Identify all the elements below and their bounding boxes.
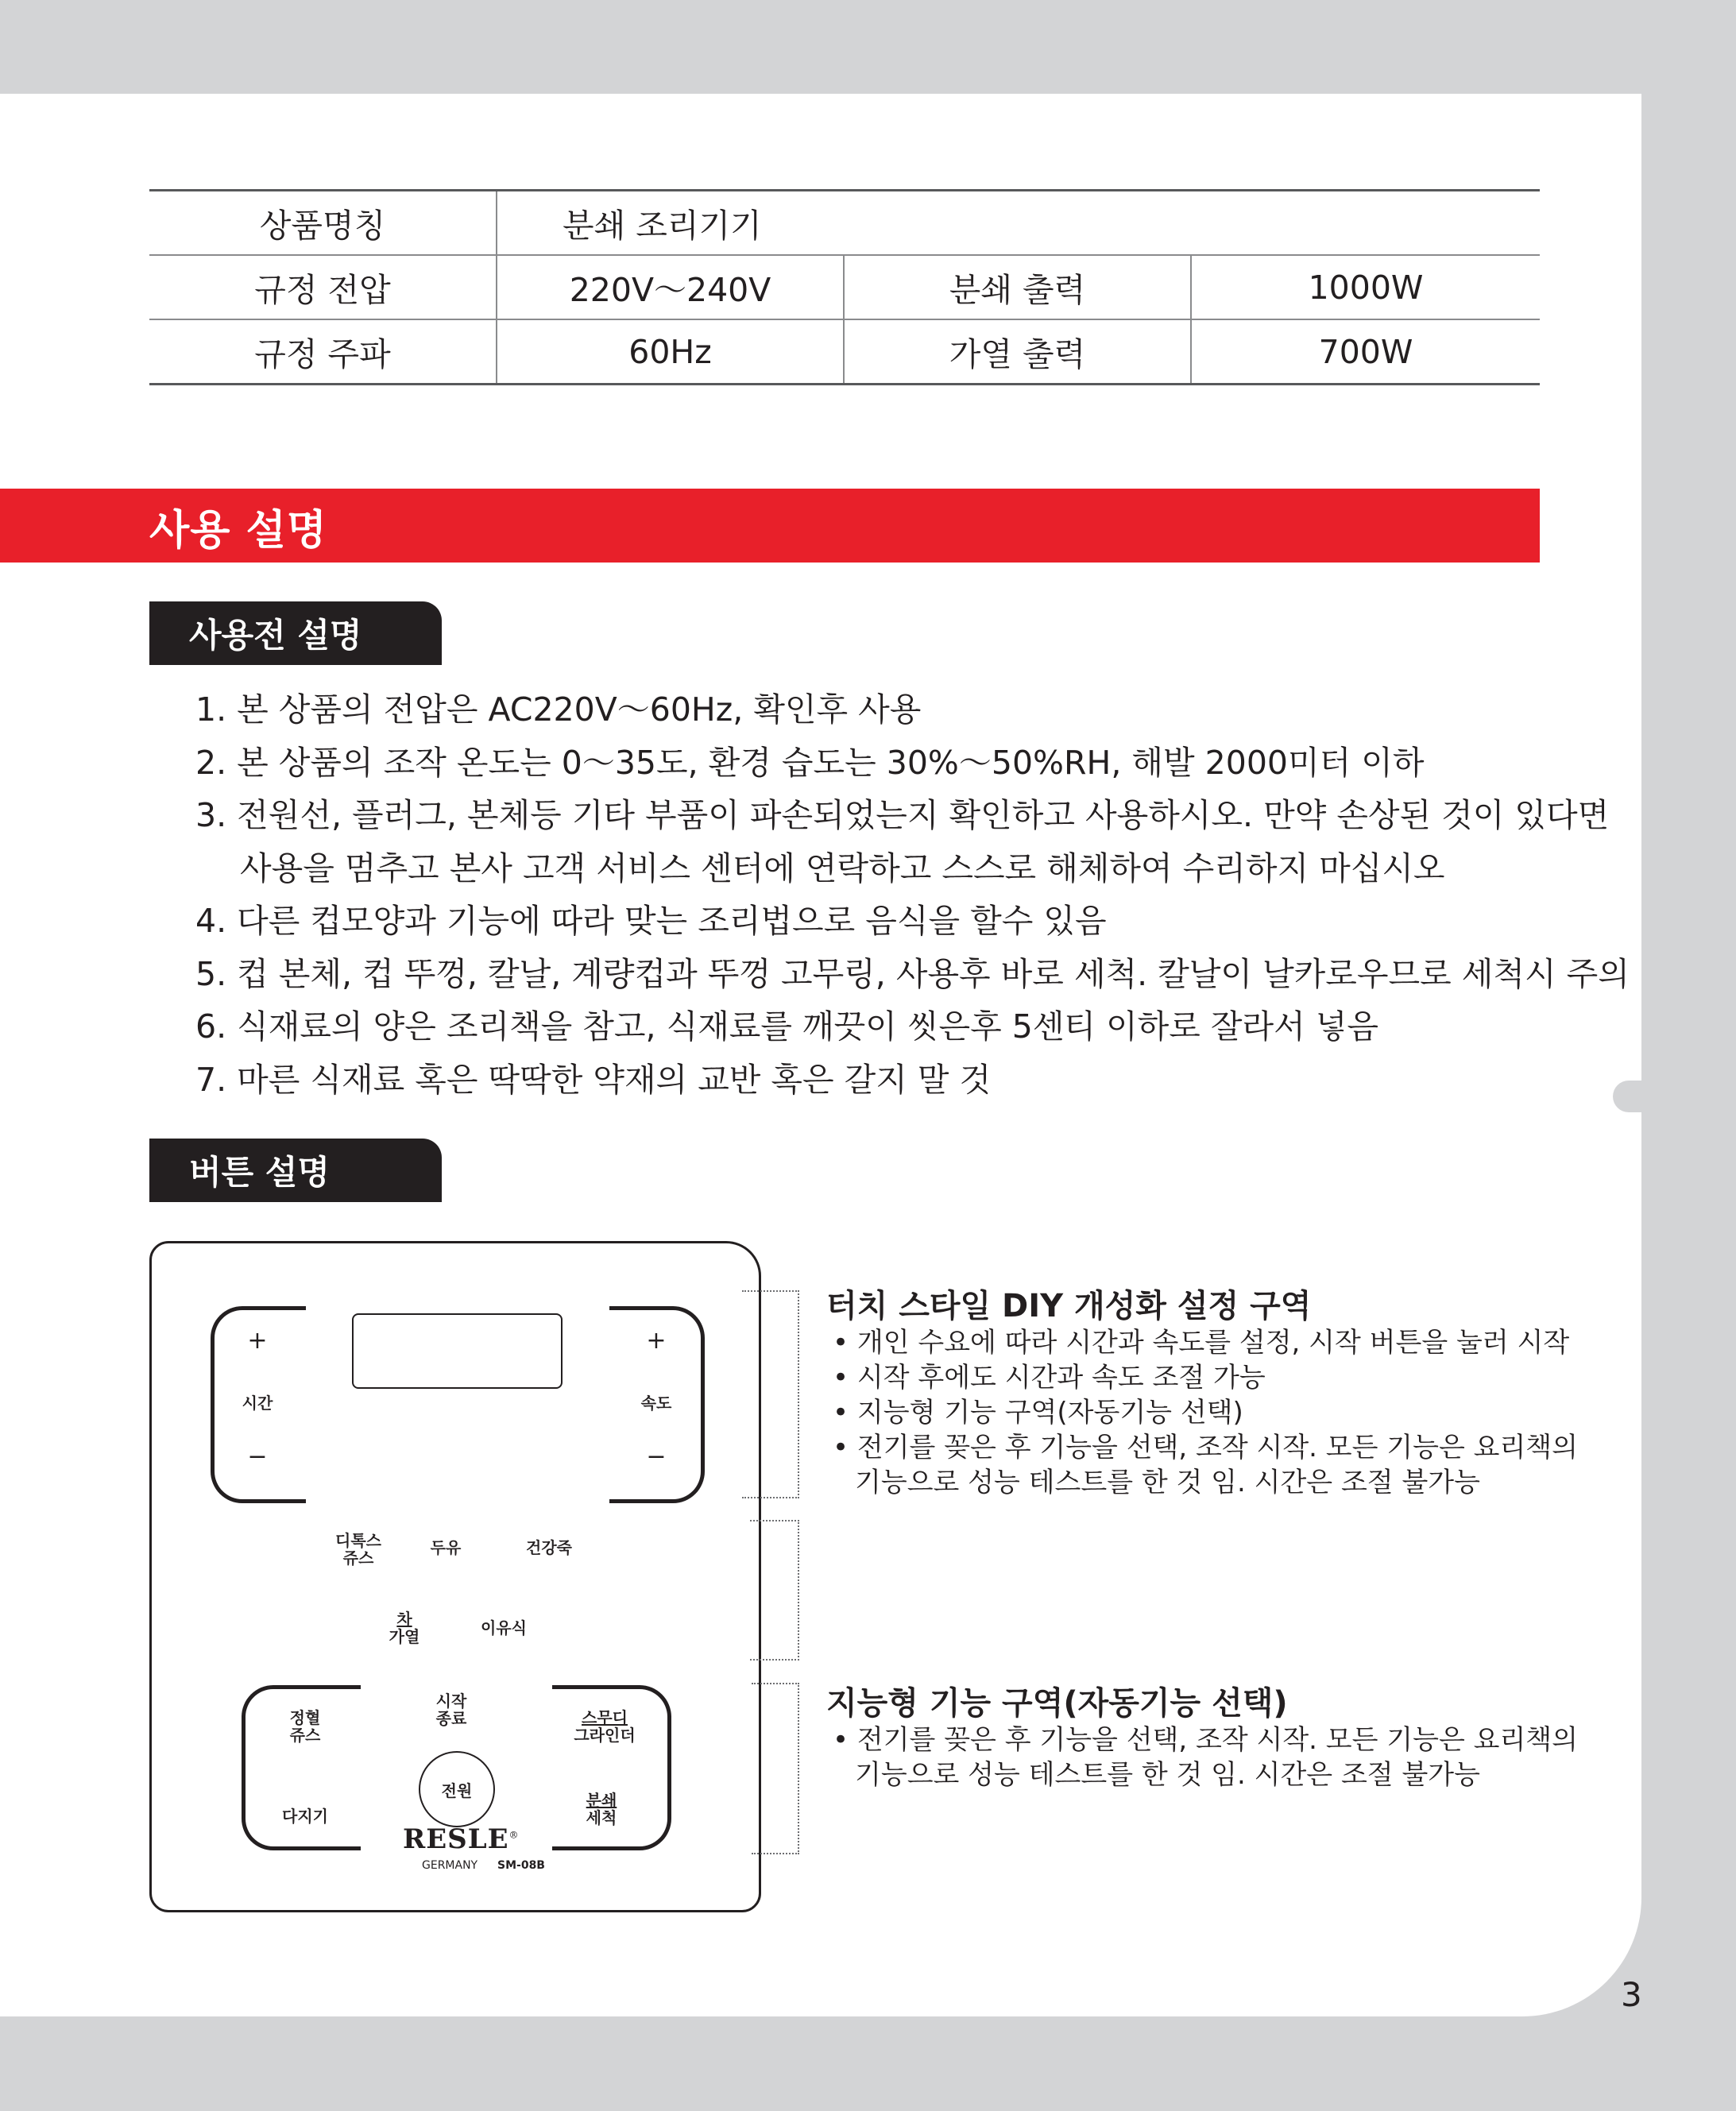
smart-zone-title: 지능형 기능 구역(자동기능 선택) bbox=[826, 1685, 1288, 1722]
detox-juice-button[interactable] bbox=[327, 1532, 390, 1567]
detox-label-1: 디톡스 bbox=[335, 1531, 381, 1550]
list-item: 4. 다른 컵모양과 기능에 따라 맞는 조리법으로 음식을 할수 있음 bbox=[195, 902, 1107, 940]
table-cell: 가열 출력 bbox=[844, 319, 1191, 385]
brand-logo bbox=[403, 1823, 520, 1855]
table-cell: 700W bbox=[1318, 332, 1413, 371]
list-item: • 개인 수요에 따라 시간과 속도를 설정, 시작 버튼을 눌러 시작 bbox=[833, 1327, 1570, 1359]
speed-label: 속도 bbox=[640, 1394, 672, 1413]
diy-zone-title: 터치 스타일 DIY 개성화 설정 구역 bbox=[826, 1288, 1312, 1324]
spec-table bbox=[149, 189, 1540, 385]
blood-juice-button[interactable] bbox=[281, 1709, 329, 1744]
diy-zone-list bbox=[833, 1325, 1578, 1500]
model-number: SM-08B bbox=[497, 1859, 545, 1872]
start-stop-button[interactable] bbox=[427, 1692, 475, 1727]
list-item: 6. 식재료의 양은 조리책을 참고, 식재료를 깨끗이 씻은후 5센티 이하로 잘라서 넣음 bbox=[195, 1007, 1378, 1046]
speed-minus-icon[interactable]: − bbox=[646, 1443, 667, 1471]
table-row bbox=[149, 255, 1540, 319]
table-cell: 규정 전압 bbox=[149, 255, 497, 319]
crush-label: 분쇄 bbox=[586, 1791, 617, 1810]
list-item: 2. 본 상품의 조작 온도는 0～35도, 환경 습도는 30%～50%RH, 해발 2000미터 이하 bbox=[195, 743, 1425, 782]
section-header-bar bbox=[0, 489, 1540, 563]
list-item: 3. 전원선, 플러그, 본체등 기타 부품이 파손되었는지 확인하고 사용하시오. 만약 손상된 것이 있다면 bbox=[195, 796, 1610, 834]
tea-heat-button[interactable] bbox=[381, 1610, 428, 1645]
soy-milk-button[interactable]: 두유 bbox=[430, 1538, 462, 1557]
control-panel-illustration bbox=[149, 1241, 761, 1912]
middle-zone-connector bbox=[750, 1520, 799, 1661]
baby-food-button[interactable]: 이유식 bbox=[481, 1618, 527, 1637]
crush-clean-button[interactable] bbox=[570, 1792, 633, 1827]
smoothie-grinder-button[interactable] bbox=[565, 1709, 644, 1744]
speed-plus-icon[interactable]: + bbox=[646, 1327, 667, 1355]
time-label: 시간 bbox=[242, 1394, 273, 1413]
porridge-button[interactable]: 건강죽 bbox=[526, 1538, 572, 1557]
diy-zone-connector bbox=[742, 1290, 799, 1498]
table-cell: 규정 주파 bbox=[149, 319, 497, 385]
list-item: 사용을 멈추고 본사 고객 서비스 센터에 연락하고 스스로 해체하여 수리하지 마십시오 bbox=[240, 849, 1445, 887]
brand-country: GERMANY bbox=[422, 1859, 478, 1872]
list-item: 5. 컵 본체, 컵 뚜껑, 칼날, 계량컵과 뚜껑 고무링, 사용후 바로 세척. 칼날이 날카로우므로 세척시 주의 bbox=[195, 954, 1630, 993]
smart-zone-list bbox=[833, 1722, 1578, 1792]
brand-name: RESLE bbox=[403, 1823, 509, 1855]
section-title: 사용 설명 bbox=[149, 507, 328, 555]
display-screen bbox=[352, 1313, 563, 1389]
grinder-label: 그라인더 bbox=[574, 1726, 636, 1745]
smart-zone-connector bbox=[752, 1683, 799, 1854]
smoothie-label: 스무디 bbox=[582, 1708, 628, 1727]
table-cell: 상품명칭 bbox=[149, 191, 497, 256]
page-number: 3 bbox=[1621, 1975, 1642, 2014]
tea-label: 차 bbox=[396, 1610, 412, 1629]
list-item: • 전기를 꽂은 후 기능을 선택, 조작 시작. 모든 기능은 요리책의 bbox=[833, 1432, 1579, 1463]
table-cell: 분쇄 출력 bbox=[844, 255, 1191, 319]
page-tab-notch bbox=[1613, 1081, 1665, 1112]
list-item: 1. 본 상품의 전압은 AC220V～60Hz, 확인후 사용 bbox=[195, 690, 922, 729]
time-plus-icon[interactable]: + bbox=[247, 1327, 268, 1355]
clean-label: 세척 bbox=[586, 1808, 617, 1827]
heat-label: 가열 bbox=[389, 1627, 420, 1646]
button-guide-label: 버튼 설명 bbox=[149, 1139, 442, 1202]
stop-label: 종료 bbox=[435, 1709, 467, 1728]
list-item: • 전기를 꽂은 후 기능을 선택, 조작 시작. 모든 기능은 요리책의 bbox=[833, 1724, 1579, 1756]
table-cell: 1000W bbox=[1191, 255, 1540, 319]
table-cell: 220V～240V bbox=[497, 255, 844, 319]
power-button[interactable]: 전원 bbox=[419, 1751, 495, 1827]
table-cell: 분쇄 조리기기 bbox=[497, 191, 1540, 256]
table-row bbox=[149, 319, 1540, 385]
list-item: • 지능형 기능 구역(자동기능 선택) bbox=[833, 1397, 1243, 1429]
time-minus-icon[interactable]: − bbox=[247, 1443, 268, 1471]
list-item: • 시작 후에도 시간과 속도 조절 가능 bbox=[833, 1362, 1266, 1394]
pre-use-list bbox=[195, 683, 1630, 1106]
pre-use-label: 사용전 설명 bbox=[149, 601, 442, 665]
blood-label-2: 쥬스 bbox=[289, 1726, 321, 1745]
list-item: 7. 마른 식재료 혹은 딱딱한 약재의 교반 혹은 갈지 말 것 bbox=[195, 1060, 992, 1099]
table-cell: 60Hz bbox=[497, 319, 844, 385]
blood-label-1: 정혈 bbox=[289, 1708, 321, 1727]
registered-mark: ® bbox=[508, 1829, 520, 1841]
detox-label-2: 쥬스 bbox=[342, 1548, 374, 1568]
start-label: 시작 bbox=[435, 1692, 467, 1711]
table-row bbox=[149, 191, 1540, 256]
list-item: 기능으로 성능 테스트를 한 것 임. 시간은 조절 불가능 bbox=[855, 1467, 1480, 1498]
chop-button[interactable]: 다지기 bbox=[282, 1807, 328, 1826]
list-item: 기능으로 성능 테스트를 한 것 임. 시간은 조절 불가능 bbox=[855, 1759, 1480, 1791]
